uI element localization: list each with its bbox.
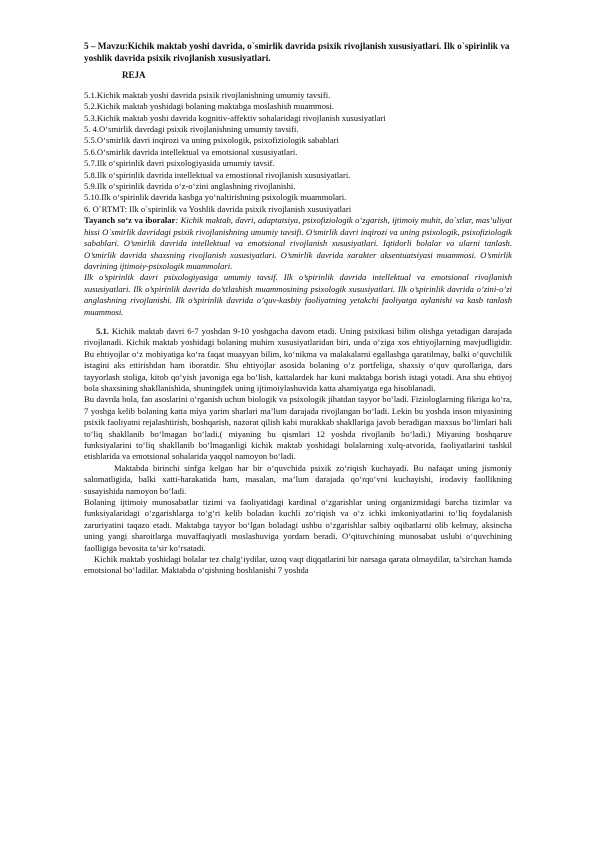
document-title: 5 – Mavzu:Kichik maktab yoshi davrida, o`smirlik davrida psixik rivojlanish xususiyatlari. Ilk o`spirinlik va yoshlik davrida psixik rivojlanish xususiyatlari. [84, 41, 510, 64]
plan-item: 5.5.O‘smirlik davri inqirozi va uning psixologik, psixofiziologik sabablari [84, 135, 339, 146]
plan-item: 5.2.Kichik maktab yoshidagi bolaning maktabga moslashish muammosi. [84, 101, 334, 112]
document-page [84, 40, 512, 577]
plan-item: 6. O`RTMT: Ilk o`spirinlik va Yoshlik davrida psixik rivojlanish xususiyatlari [84, 203, 352, 214]
italic-summary: Ilk o’spirinlik davri psixologiyasiga umumiy tavsif. Ilk o’spirinlik davrida intellektual va emotsional rivojlanish xususiyatlari. Ilk o’spirinlik davrida do’stlashish muammosining psixologik xususiyatlari. Ilk o’spirinlik davrida o’zini-o’zi anglashning rivojlanishi. Ilk o’spirinlik davrida o’quv-kasbiy faoliyatning yetakchi faoliyatga aylanishi va kasb tanlash muammosi. [84, 272, 512, 317]
plan-item: 5.7.Ilk o‘spirinlik davri psixologiyasida umumiy tavsif. [84, 158, 275, 169]
plan-item: 5.9.Ilk o‘spirinlik davrida o‘z-o‘zini anglashning rivojlanishi. [84, 181, 296, 192]
section-paragraph-text: Kichik maktab davri 6-7 yoshdan 9-10 yoshgacha davom etadi. Uning psixikasi bilim olishga yetadigan darajada rivojlanadi. Kichik maktab yoshidagi bolaning muhim xususiyatlaridan biri, unda o‘ziga xos ehtiyojlarning mavjudligidir. Bu ehtiyojlar o‘z mohiyatiga ko‘ra faqat muayyan bilim, ko‘nikma va malakalarni egallashga qaratilmay, balki o‘quvchilik istagini aks ettirishdan ham iboratdir. Shu ehtiyojlar asosida bolaning o‘z portfeliga, shaxsiy o‘quv qurollariga, dars tayyorlash stoliga, kitob qo‘yish javoniga ega bo‘lish, kattalardek har kuni maktabga borish istagi yotadi. Ana shu ehtiyoj bola shaxsining shakllanishida, shuningdek uning ijtimoiylashuvida katta ahamiyatga ega hisoblanadi. [84, 325, 512, 393]
keywords-label: Tayanch so‘z va iboralar [84, 215, 176, 226]
section-paragraph: Bolaning ijtimoiy munosabatlar tizimi va faoliyatidagi kardinal o‘zgarishlar uning organizmidagi barcha tizimlar va funksiyalaridagi o‘zgarishlarga to‘g‘ri kelib boladan kuchli zo‘riqish va o‘z ichki imkoniyatlarini to‘liq foydalanish zaruriyatini taqazo etadi. Maktabga tayyor bo‘lgan boladagi ushbu o‘zgarishlar salbiy oqibatlarni olib kelmay, aksincha uning yangi sharoitlarga muvaffaqiyatli moslashuviga yordam beradi. O‘qituvchining munosabat uslubi o‘quvchining faolligiga bevosita ta’sir ko‘rsatadi. [84, 497, 512, 553]
section-paragraph: Kichik maktab yoshidagi bolalar tez chalg‘iydilar, uzoq vaqt diqqatlarini bir narsaga qarata olmaydilar, ta’sirchan hamda emotsional bo‘ladilar. Maktabda o‘qishning boshlanishi 7 yoshda [84, 554, 512, 576]
section-paragraph [84, 326, 512, 394]
keywords-text: : Kichik maktab, davri, adaptatsiya, psixofiziologik o‘zgarish, ijtimoiy muhit, do`stlar, mas’uliyat hissi O`smirlik davridagi psixik rivojlanishning umumiy tavsifi. O’smirlik davri inqirozi va uning psixologik, psixofiziologik sabablari. O’smirlik davrida intellektual va emotsional rivojlanish xususiyatlari. Iqtidorli bolalar va ularni tanlash. O’smirlik davrida shaxsning rivojlanish xususiyatlari. O’smirlik davrida xarakter aksentuatsiyasi muammosi. O’smirlik davrining ijtimoiy-psixologik muammolari. [84, 215, 512, 271]
plan-item: 5.8.Ilk o‘spirinlik davrida intellektual va emostional rivojlanish xususiyatlari. [84, 169, 351, 180]
section-body [84, 326, 512, 577]
plan-item: 5. 4.O‘smirlik davrdagi psixik rivojlanishning umumiy tavsifi. [84, 124, 299, 135]
plan-item: 5.1.Kichik maktab yoshi davrida psixik rivojlanishning umumiy tavsifi. [84, 89, 331, 100]
keywords-paragraph [84, 215, 512, 272]
section-paragraph: Maktabda birinchi sinfga kelgan har bir o‘quvchida psixik zo‘riqish kuchayadi. Bu nafaqat uning jismoniy salomatligida, balki xatti-harakatida ham, masalan, ma’lum darajada qo‘rqo‘vni kuchayishi, irodaviy faollikning susayishida namoyon bo‘ladi. [84, 462, 512, 496]
section-number: 5.1. [96, 325, 109, 336]
plan-item: 5.3.Kichik maktab yoshi davrida kognitiv-affektiv sohalaridagi rivojlanish xususiyatlari [84, 112, 386, 123]
plan-heading: REJA [122, 70, 146, 81]
plan-item: 5.10.Ilk o‘spirinlik davrida kasbga yo‘naltirishning psixologik muammolari. [84, 192, 347, 203]
plan-item: 5.6.O‘smirlik davrida intellektual va emotsional xususiyatlari. [84, 146, 298, 157]
section-paragraph: Bu davrda bola, fan asoslarini o‘rganish uchun biologik va psixologik jihatdan tayyor bo‘ladi. Fiziologlarning fikriga ko‘ra, 7 yoshga kelib bolaning katta miya yarim sharlari ma’lum darajada rivojlangan bo‘ladi. Lekin bu yoshda inson miyasining psixik faoliyatni rejalashtirish, boshqarish, nazorat qilish kabi murakkab shakllariga javob beradigan maxsus bo‘limlari hali to‘liq shakllanib bo‘lmagan bo‘ladi.( miyaning bu qismlari 12 yoshda rivojlanib bo‘ladi.) Miyaning boshqaruv funksiyalarini to‘liq shakllanib bo‘lmaganligi kichik maktab yoshidagi bolalarning xulq-atvorida, faoliyatlarini tashkil etishlarida va emotsional sohalarida yaqqol namoyon bo‘ladi. [84, 394, 512, 462]
plan-list [84, 90, 512, 215]
